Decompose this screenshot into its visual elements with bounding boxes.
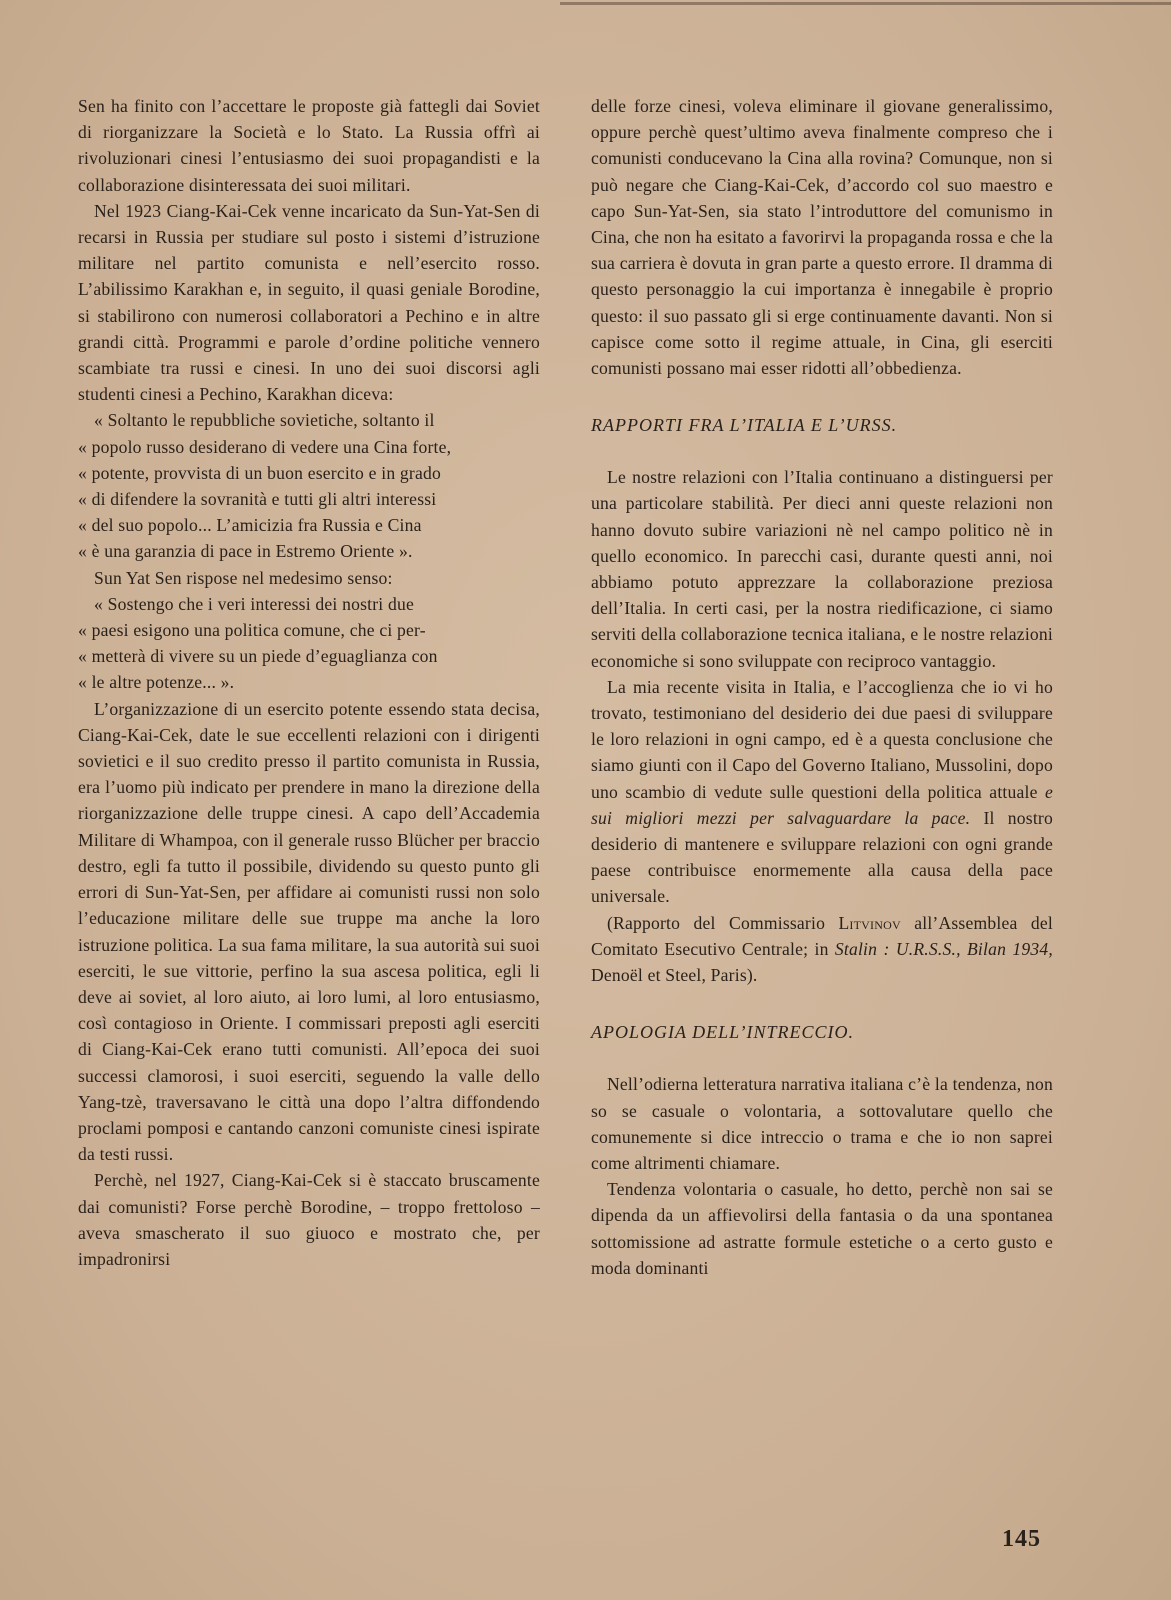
paragraph [591, 674, 1053, 910]
text-span: Il nostro desiderio di mantenere e sviluppare relazioni con ogni grande paese contribuisce enormemente alla causa della pace universale. [591, 807, 1053, 907]
quote-line: « paesi esigono una politica comune, che ci per- [78, 620, 426, 641]
quote-line: « Soltanto le repubbliche sovietiche, soltanto il [94, 410, 435, 431]
paragraph: Nel 1923 Ciang-Kai-Cek venne incaricato da Sun-Yat-Sen di recarsi in Russia per studiare sul posto i sistemi d’istruzione militare nel partito comunista e nell’esercito rosso. L’abilissimo Karakhan e, in seguito, il quasi geniale Borodine, si stabilirono con numerosi collaboratori a Pechino e in altre grandi città. Programmi e parole d’ordine politiche vennero scambiate tra russi e cinesi. In uno dei suoi discorsi agli studenti cinesi a Pechino, Karakhan diceva: [78, 200, 540, 405]
page-number: 145 [1002, 1526, 1041, 1552]
text-span: La mia recente visita in Italia, e l’accoglienza che io vi ho trovato, testimoniano del desiderio dei due paesi di sviluppare le loro relazioni in ogni campo, ed è a questa conclusione che siamo giunti con il Capo del Governo Italiano, Mussolini, dopo uno scambio di vedute sulle questioni della politica attuale [591, 676, 1053, 802]
quote-line: « è una garanzia di pace in Estremo Oriente ». [78, 541, 413, 562]
quote-line: « popolo russo desiderano di vedere una Cina forte, [78, 436, 452, 457]
text-span: Denoël et Steel, Paris). [591, 965, 758, 986]
author-name: Litvinov [838, 912, 901, 933]
right-column [591, 93, 1053, 1281]
section-heading: RAPPORTI FRA L’ITALIA E L’URSS. [591, 415, 898, 436]
quote-line: « potente, provvista di un buon esercito e in grado [78, 462, 441, 483]
quote-line: « Sostengo che i veri interessi dei nostri due [94, 593, 414, 614]
italic-span: e sui migliori mezzi per salvaguardare la pace. [591, 781, 1053, 828]
paragraph: Tendenza volontaria o casuale, ho detto, perchè non sai se dipenda da un affievolirsi della fantasia o da una spontanea sottomissione ad astratte formule estetiche o a certo gusto e moda dominanti [591, 1179, 1053, 1278]
paragraph: delle forze cinesi, voleva eliminare il giovane generalissimo, oppure perchè quest’ultimo aveva finalmente compreso che i comunisti conducevano la Cina alla rovina? Comunque, non si può negare che Ciang-Kai-Cek, d’accordo col suo maestro e capo Sun-Yat-Sen, sia stato l’introduttore del comunismo in Cina, che non ha esitato a favorirvi la propaganda rossa e che la sua carriera è dovuta in gran parte a questo errore. Il dramma di questo personaggio la cui importanza è innegabile è proprio questo: il suo passato gli si erge continuamente davanti. Non si capisce come sotto il regime attuale, in Cina, gli eserciti comunisti possano mai esser ridotti all’obbedienza. [591, 96, 1053, 379]
source-citation [591, 910, 1053, 989]
left-column [78, 93, 540, 1272]
paragraph: L’organizzazione di un esercito potente essendo stata decisa, Ciang-Kai-Cek, date le sue eccellenti relazioni con i dirigenti sovietici e il suo credito presso il partito comunista in Russia, era l’uomo più indicato per prendere in mano la direzione della riorganizzazione delle truppe cinesi. A capo dell’Accademia Militare di Whampoa, con il generale russo Blücher per braccio destro, egli fa tutto il possibile, dividendo su questo punto gli errori di Sun-Yat-Sen, per affidare ai comunisti russi non solo l’educazione militare delle sue truppe ma anche la loro istruzione politica. La sua fama militare, la sua autorità sui suoi eserciti, le sue vittorie, perfino la sua ascesa politica, egli li deve ai soviet, al loro aiuto, ai loro lumi, al loro entusiasmo, così contagioso in Oriente. I commissari preposti agli eserciti di Ciang-Kai-Cek erano tutti comunisti. All’epoca dei suoi successi clamorosi, i suoi eserciti, seguendo la valle dello Yang-tzè, traversavano le città una dopo l’altra diffondendo proclami pomposi e cantando canzoni comuniste cinesi ispirate da testi russi. [78, 698, 540, 1165]
text-span: all’Assemblea del Comitato Esecutivo Centrale; in [591, 912, 1053, 959]
quote-line: « metterà di vivere su un piede d’eguaglianza con [78, 646, 438, 667]
paragraph: Nell’odierna letteratura narrativa italiana c’è la tendenza, non so se casuale o volontaria, a sottovalutare quello che comunemente si dice intreccio o trama e che io non saprei come altrimenti chiamare. [591, 1074, 1053, 1173]
paragraph: Sen ha finito con l’accettare le proposte già fattegli dai Soviet di riorganizzare la Società e lo Stato. La Russia offrì ai rivoluzionari cinesi l’entusiasmo dei suoi propagandisti e la collaborazione disinteressata dei suoi militari. [78, 96, 540, 195]
paragraph: Perchè, nel 1927, Ciang-Kai-Cek si è staccato bruscamente dai comunisti? Forse perchè Borodine, – troppo frettoloso – aveva smascherato il suo giuoco e mostrato che, per impadronirsi [78, 1170, 540, 1269]
quote-line: « del suo popolo... L’amicizia fra Russia e Cina [78, 515, 422, 536]
quote-line: « di difendere la sovranità e tutti gli altri interessi [78, 489, 437, 510]
text-span: (Rapporto del Commissario [607, 912, 826, 933]
paragraph: Sun Yat Sen rispose nel medesimo senso: [94, 567, 393, 588]
top-rule [560, 2, 1171, 5]
section-heading: APOLOGIA DELL’INTRECCIO. [591, 1022, 855, 1043]
italic-span: Stalin : U.R.S.S., Bilan 1934, [834, 938, 1053, 959]
quote-line: « le altre potenze... ». [78, 672, 235, 693]
paragraph: Le nostre relazioni con l’Italia continuano a distinguersi per una particolare stabilità. Per dieci anni queste relazioni non hanno dovuto subire variazioni nè nel campo politico nè in quello economico. In parecchi casi, durante questi anni, noi abbiamo potuto apprezzare la collaborazione preziosa dell’Italia. In certi casi, per la nostra riedificazione, ci siamo serviti della collaborazione tecnica italiana, e le nostre relazioni economiche si sono sviluppate con reciproco vantaggio. [591, 467, 1053, 671]
